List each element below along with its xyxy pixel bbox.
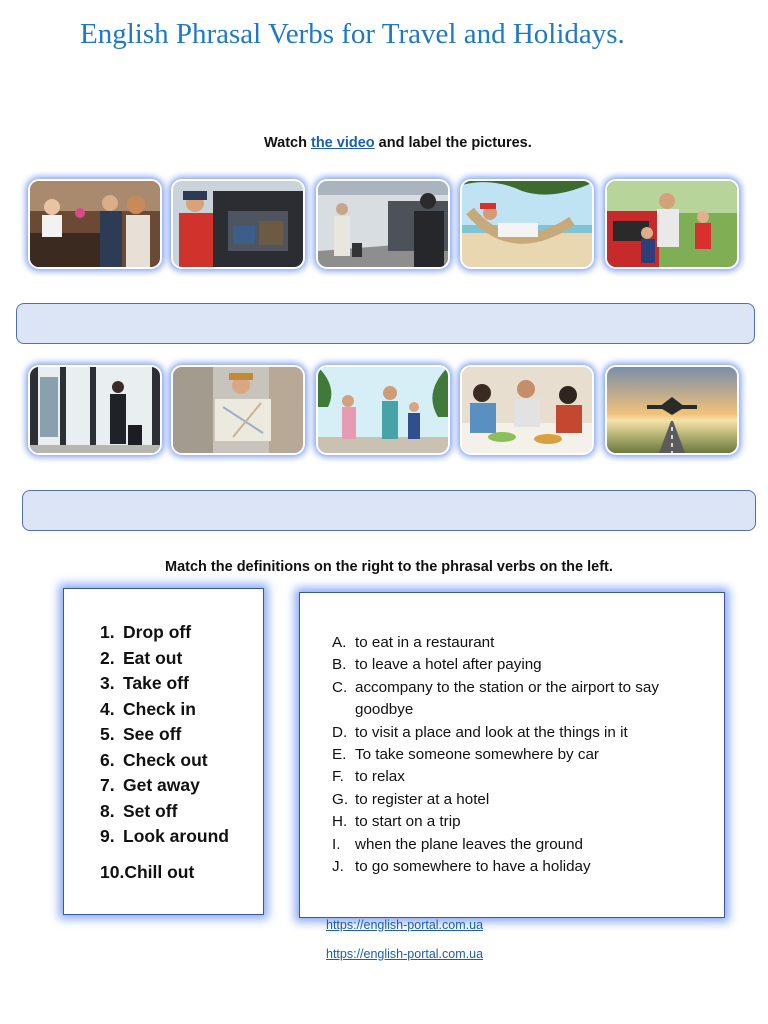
family-resort-photo: [318, 367, 448, 453]
train-station-farewell-photo: [318, 181, 448, 267]
phrasal-verbs-list: [100, 620, 229, 885]
list-item: 10.Chill out: [100, 861, 195, 882]
list-item: 7. Get away: [100, 775, 200, 795]
list-item: B. to leave a hotel after paying: [332, 656, 542, 674]
hotel-exit-luggage-photo: [30, 367, 160, 453]
list-item: 1. Drop off: [100, 622, 192, 642]
footer-link-2[interactable]: https://english-portal.com.ua: [326, 947, 484, 961]
list-item: 5. See off: [100, 724, 182, 744]
list-item: I. when the plane leaves the ground: [332, 835, 583, 853]
list-item: 9. Look around: [100, 826, 229, 846]
list-item: D. to visit a place and look at the things in it: [332, 723, 628, 741]
list-item: J. to go somewhere to have a holiday: [332, 858, 591, 876]
match-instruction: Match the definitions on the right to the phrasal verbs on the left.: [165, 559, 613, 575]
hammock-beach-photo: [462, 181, 592, 267]
list-item: H. to start on a trip: [332, 813, 461, 831]
answer-box-row2[interactable]: [22, 490, 756, 531]
watch-instruction-text-end: and label the pictures.: [374, 135, 532, 151]
phrasal-verbs-panel: [63, 588, 264, 915]
airplane-takeoff-photo: [607, 367, 737, 453]
list-item: C. accompany to the station or the airport to say goodbye: [332, 678, 659, 719]
video-link[interactable]: the video: [311, 135, 375, 151]
list-item: E. To take someone somewhere by car: [332, 746, 599, 764]
list-item: G. to register at a hotel: [332, 790, 490, 808]
hotel-reception-photo: [30, 181, 160, 267]
list-item: 4. Check in: [100, 698, 196, 719]
list-item: 6. Check out: [100, 749, 208, 770]
friends-restaurant-photo: [462, 367, 592, 453]
list-item: F. to relax: [332, 768, 405, 786]
watch-instruction: [264, 135, 532, 151]
definitions-list: [332, 632, 712, 878]
list-item: 8. Set off: [100, 800, 178, 821]
list-item: 2. Eat out: [100, 647, 183, 668]
list-item: 3. Take off: [100, 673, 189, 693]
footer-link-1[interactable]: https://english-portal.com.ua: [326, 918, 484, 932]
list-item: A. to eat in a restaurant: [332, 634, 495, 651]
definitions-panel: [299, 592, 725, 918]
tourist-map-photo: [173, 367, 303, 453]
page-title: English Phrasal Verbs for Travel and Holidays.: [80, 18, 625, 50]
family-car-photo: [607, 181, 737, 267]
watch-instruction-text: Watch: [264, 135, 311, 151]
car-trunk-luggage-photo: [173, 181, 303, 267]
answer-box-row1[interactable]: [16, 303, 755, 344]
